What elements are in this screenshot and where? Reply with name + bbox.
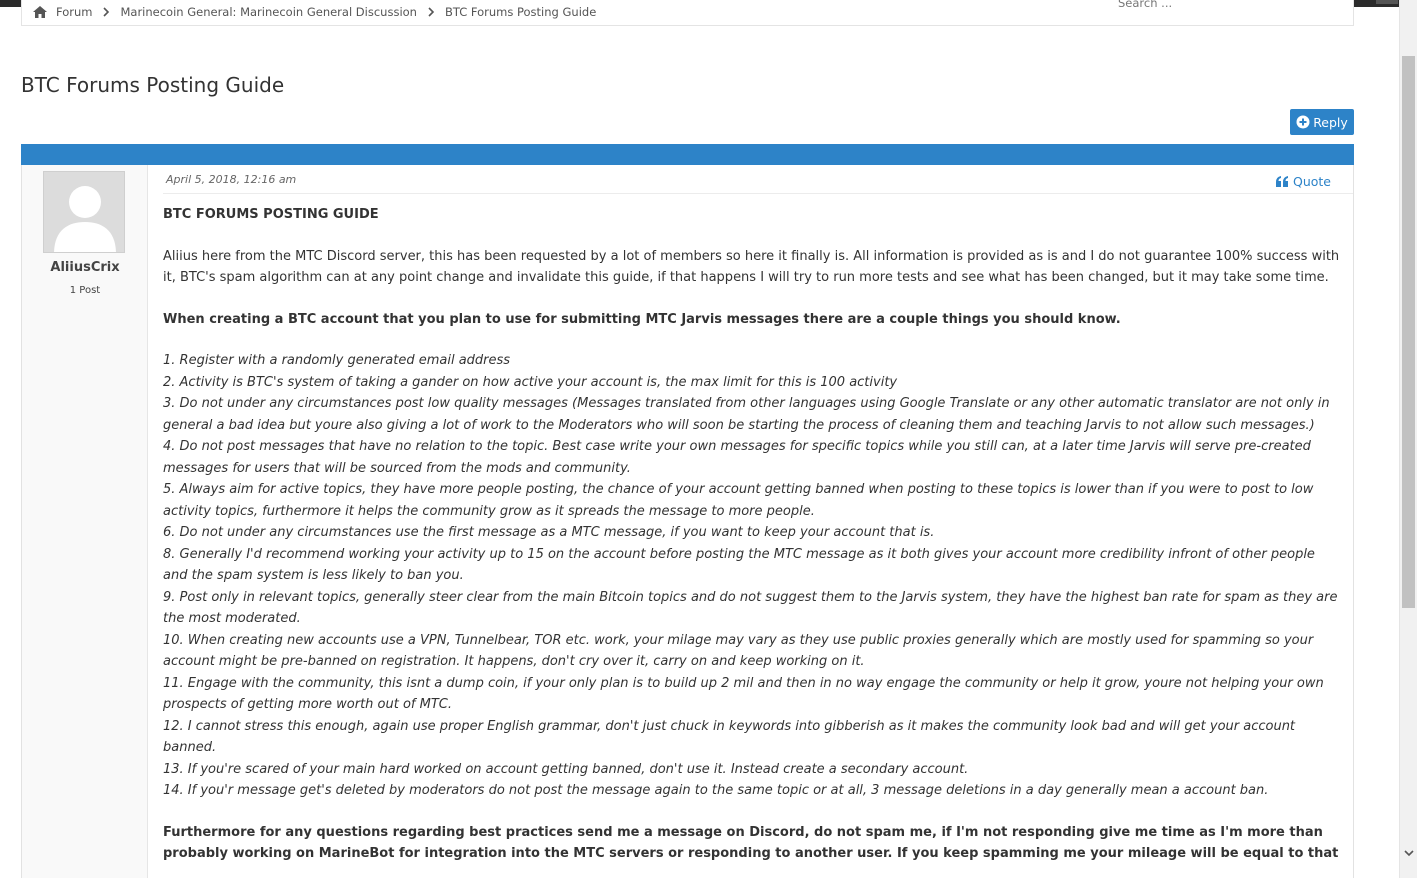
list-item: 5. Always aim for active topics, they have more people posting, the chance of your account getting banned when posting to these topics is lower than if you were to post to low activity topics, furthermore it helps the community grow as it spreads the message to more people. — [163, 482, 1314, 519]
list-item: 14. If you'r message get's deleted by moderators do not post the message again to the same topic or at all, 3 message deletions in a day generally mean a account ban. — [163, 783, 1269, 798]
author-name[interactable]: AliiusCrix — [50, 260, 120, 275]
post-closing: Furthermore for any questions regarding best practices send me a message on Discord, do not spam me, if I'm not responding give me time as I'm more than probably working on MarineBot for integration into the MTC servers or responding to another user. If you keep spamming me your mileage will be equal to that — [163, 824, 1339, 861]
quote-button[interactable] — [1276, 174, 1331, 189]
scrollbar-thumb[interactable] — [1402, 56, 1415, 608]
list-item: 10. When creating new accounts use a VPN, Tunnelbear, TOR etc. work, your milage may vary as they use public proxies generally which are mostly used for spamming so your account might be pre-banned on registration. It happens, don't cry over it, carry on and keep working on it. — [163, 632, 1314, 669]
list-item: 13. If you're scared of your main hard worked on account getting banned, don't use it. Instead create a secondary account. — [163, 761, 969, 777]
breadcrumb-category[interactable]: Marinecoin General: Marinecoin General Discussion — [120, 5, 417, 19]
list-item: 8. Generally I'd recommend working your activity up to 15 on the account before posting the MTC message as it both gives your account more credibility infront of other people and the spam system is less likely to ban you. — [163, 546, 1315, 583]
search-input[interactable] — [1118, 0, 1318, 14]
post-heading: BTC FORUMS POSTING GUIDE — [163, 207, 379, 222]
breadcrumb-current: BTC Forums Posting Guide — [444, 5, 597, 19]
breadcrumb-bar — [21, 0, 1354, 26]
post-date: April 5, 2018, 12:16 am — [166, 173, 297, 186]
breadcrumb-forum[interactable]: Forum — [56, 5, 93, 19]
reply-button[interactable] — [1290, 109, 1354, 135]
guide-list — [163, 350, 1341, 802]
author-post-count: 1 Post — [69, 285, 101, 296]
chevron-down-icon[interactable] — [1402, 846, 1416, 860]
home-icon[interactable] — [32, 5, 48, 19]
list-item: 2. Activity is BTC's system of taking a gander on how active your account is, the max limit for this is 100 activity — [163, 374, 898, 390]
list-item: 3. Do not under any circumstances post low quality messages (Messages translated from other languages using Google Translate or any other automatic translator are not only in general a bad idea but youre also giving a lot of work to the Moderators who will soon be starting the process of cleaning them and teaching Jarvis to not allow such messages.) — [163, 396, 1330, 433]
quote-icon — [1276, 176, 1289, 188]
reply-label: Reply — [1313, 114, 1348, 130]
list-item: 11. Engage with the community, this isnt a dump coin, if your only plan is to build up 2 mil and then in no way engage the community or help it grow, youre not helping your own prospects of getting more worth out of MTC. — [163, 675, 1324, 712]
list-item: 12. I cannot stress this enough, again use proper English grammar, don't just chuck in keywords into gibberish as it makes the community look bad and will get your account banned. — [163, 718, 1296, 755]
breadcrumb — [32, 5, 596, 19]
post — [21, 165, 1354, 878]
page-title: BTC Forums Posting Guide — [21, 73, 285, 97]
quote-label: Quote — [1293, 174, 1332, 189]
list-item: 4. Do not post messages that have no relation to the topic. Best case write your own messages for specific topics while you still can, at a later time Jarvis will serve pre-created messages for users that will be sourced from the mods and community. — [163, 439, 1311, 476]
post-subheading: When creating a BTC account that you plan to use for submitting MTC Jarvis messages there are a couple things you should know. — [163, 311, 1121, 327]
post-meta — [163, 172, 1353, 194]
window-corner — [1376, 0, 1398, 4]
post-body — [163, 204, 1341, 878]
plus-circle-icon — [1296, 115, 1310, 129]
post-intro: Aliius here from the MTC Discord server, this has been requested by a lot of members so here it finally is. All information is provided as is and I do not guarantee 100% success with it, BTC's spam algorithm can at any point change and invalidate this guide, if that happens I will try to run more tests and see what has been changed, but it may take some time. — [163, 248, 1340, 285]
list-item: 9. Post only in relevant topics, generally steer clear from the main Bitcoin topics and do not suggest them to the Jarvis system, they have the highest ban rate for spam as they are the most moderated. — [163, 589, 1338, 626]
chevron-right-icon — [98, 7, 114, 17]
list-item: 1. Register with a randomly generated email address — [163, 353, 511, 368]
chevron-right-icon — [423, 7, 439, 17]
post-header-band — [21, 144, 1354, 165]
avatar[interactable] — [43, 171, 125, 253]
list-item: 6. Do not under any circumstances use the first message as a MTC message, if you want to keep your account that is. — [163, 525, 935, 540]
scrollbar[interactable] — [1399, 0, 1417, 878]
author-column — [22, 165, 148, 878]
